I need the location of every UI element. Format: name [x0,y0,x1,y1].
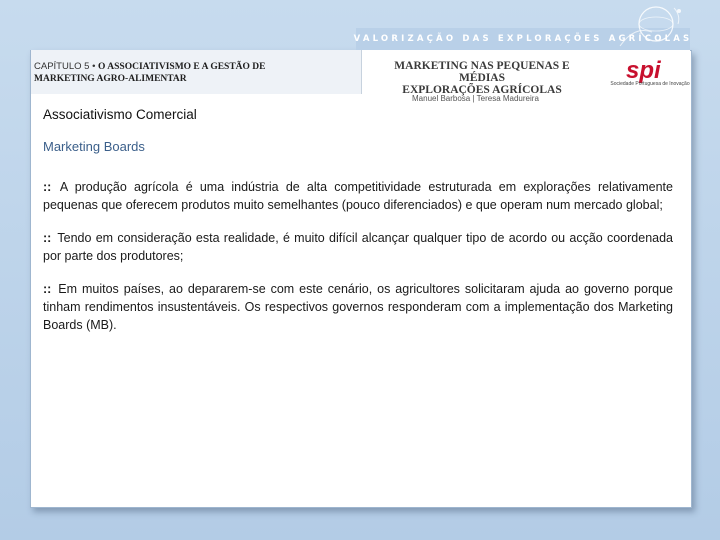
book-header [362,50,690,106]
globe-decoration-icon [600,2,690,48]
subsection-title: Marketing Boards [43,139,145,154]
paragraph-text: Tendo em consideração esta realidade, é muito difícil alcançar qualquer tipo de acordo ou acção coordenada por parte dos produtores; [43,231,674,263]
bullet-marker: :: [43,282,52,296]
chapter-heading [34,61,354,85]
paragraph [43,178,673,214]
paragraph-text: A produção agrícola é uma indústria de alta competitividade estruturada em explorações relativamente pequenas que oferecem produtos muito semelhantes (pouco diferenciados) e que operam num mercado global; [43,180,673,212]
spi-logo-text: spi [626,57,661,84]
banner-text: VALORIZAÇÃO DAS EXPLORAÇÕES AGRÍCOLAS [353,34,693,44]
chapter-header [31,50,362,94]
book-title-line2: EXPLORAÇÕES AGRÍCOLAS [402,84,562,96]
paragraph-text: Em muitos países, ao depararem-se com este cenário, os agricultores solicitaram ajuda ao governo porque tinham rendimentos insustentáveis. Os respectivos governos responderam com a implementação dos Marketing Boards (MB). [43,282,673,332]
content-body [43,178,673,349]
spi-caption: Sociedade Portuguesa de Inovação [610,81,690,87]
paragraph [43,280,673,334]
bullet-marker: :: [43,231,52,245]
bullet-marker: :: [43,180,52,194]
section-title: Associativismo Comercial [43,107,197,122]
chapter-title-line2: MARKETING AGRO-ALIMENTAR [34,74,187,84]
authors: Manuel Barbosa | Teresa Madureira [412,94,539,103]
book-title [372,60,592,96]
book-title-line1: MARKETING NAS PEQUENAS E MÉDIAS [394,60,570,84]
chapter-title-line1: O ASSOCIATIVISMO E A GESTÃO DE [98,62,266,72]
paragraph [43,229,673,265]
chapter-label: CAPÍTULO 5 • [34,61,96,72]
